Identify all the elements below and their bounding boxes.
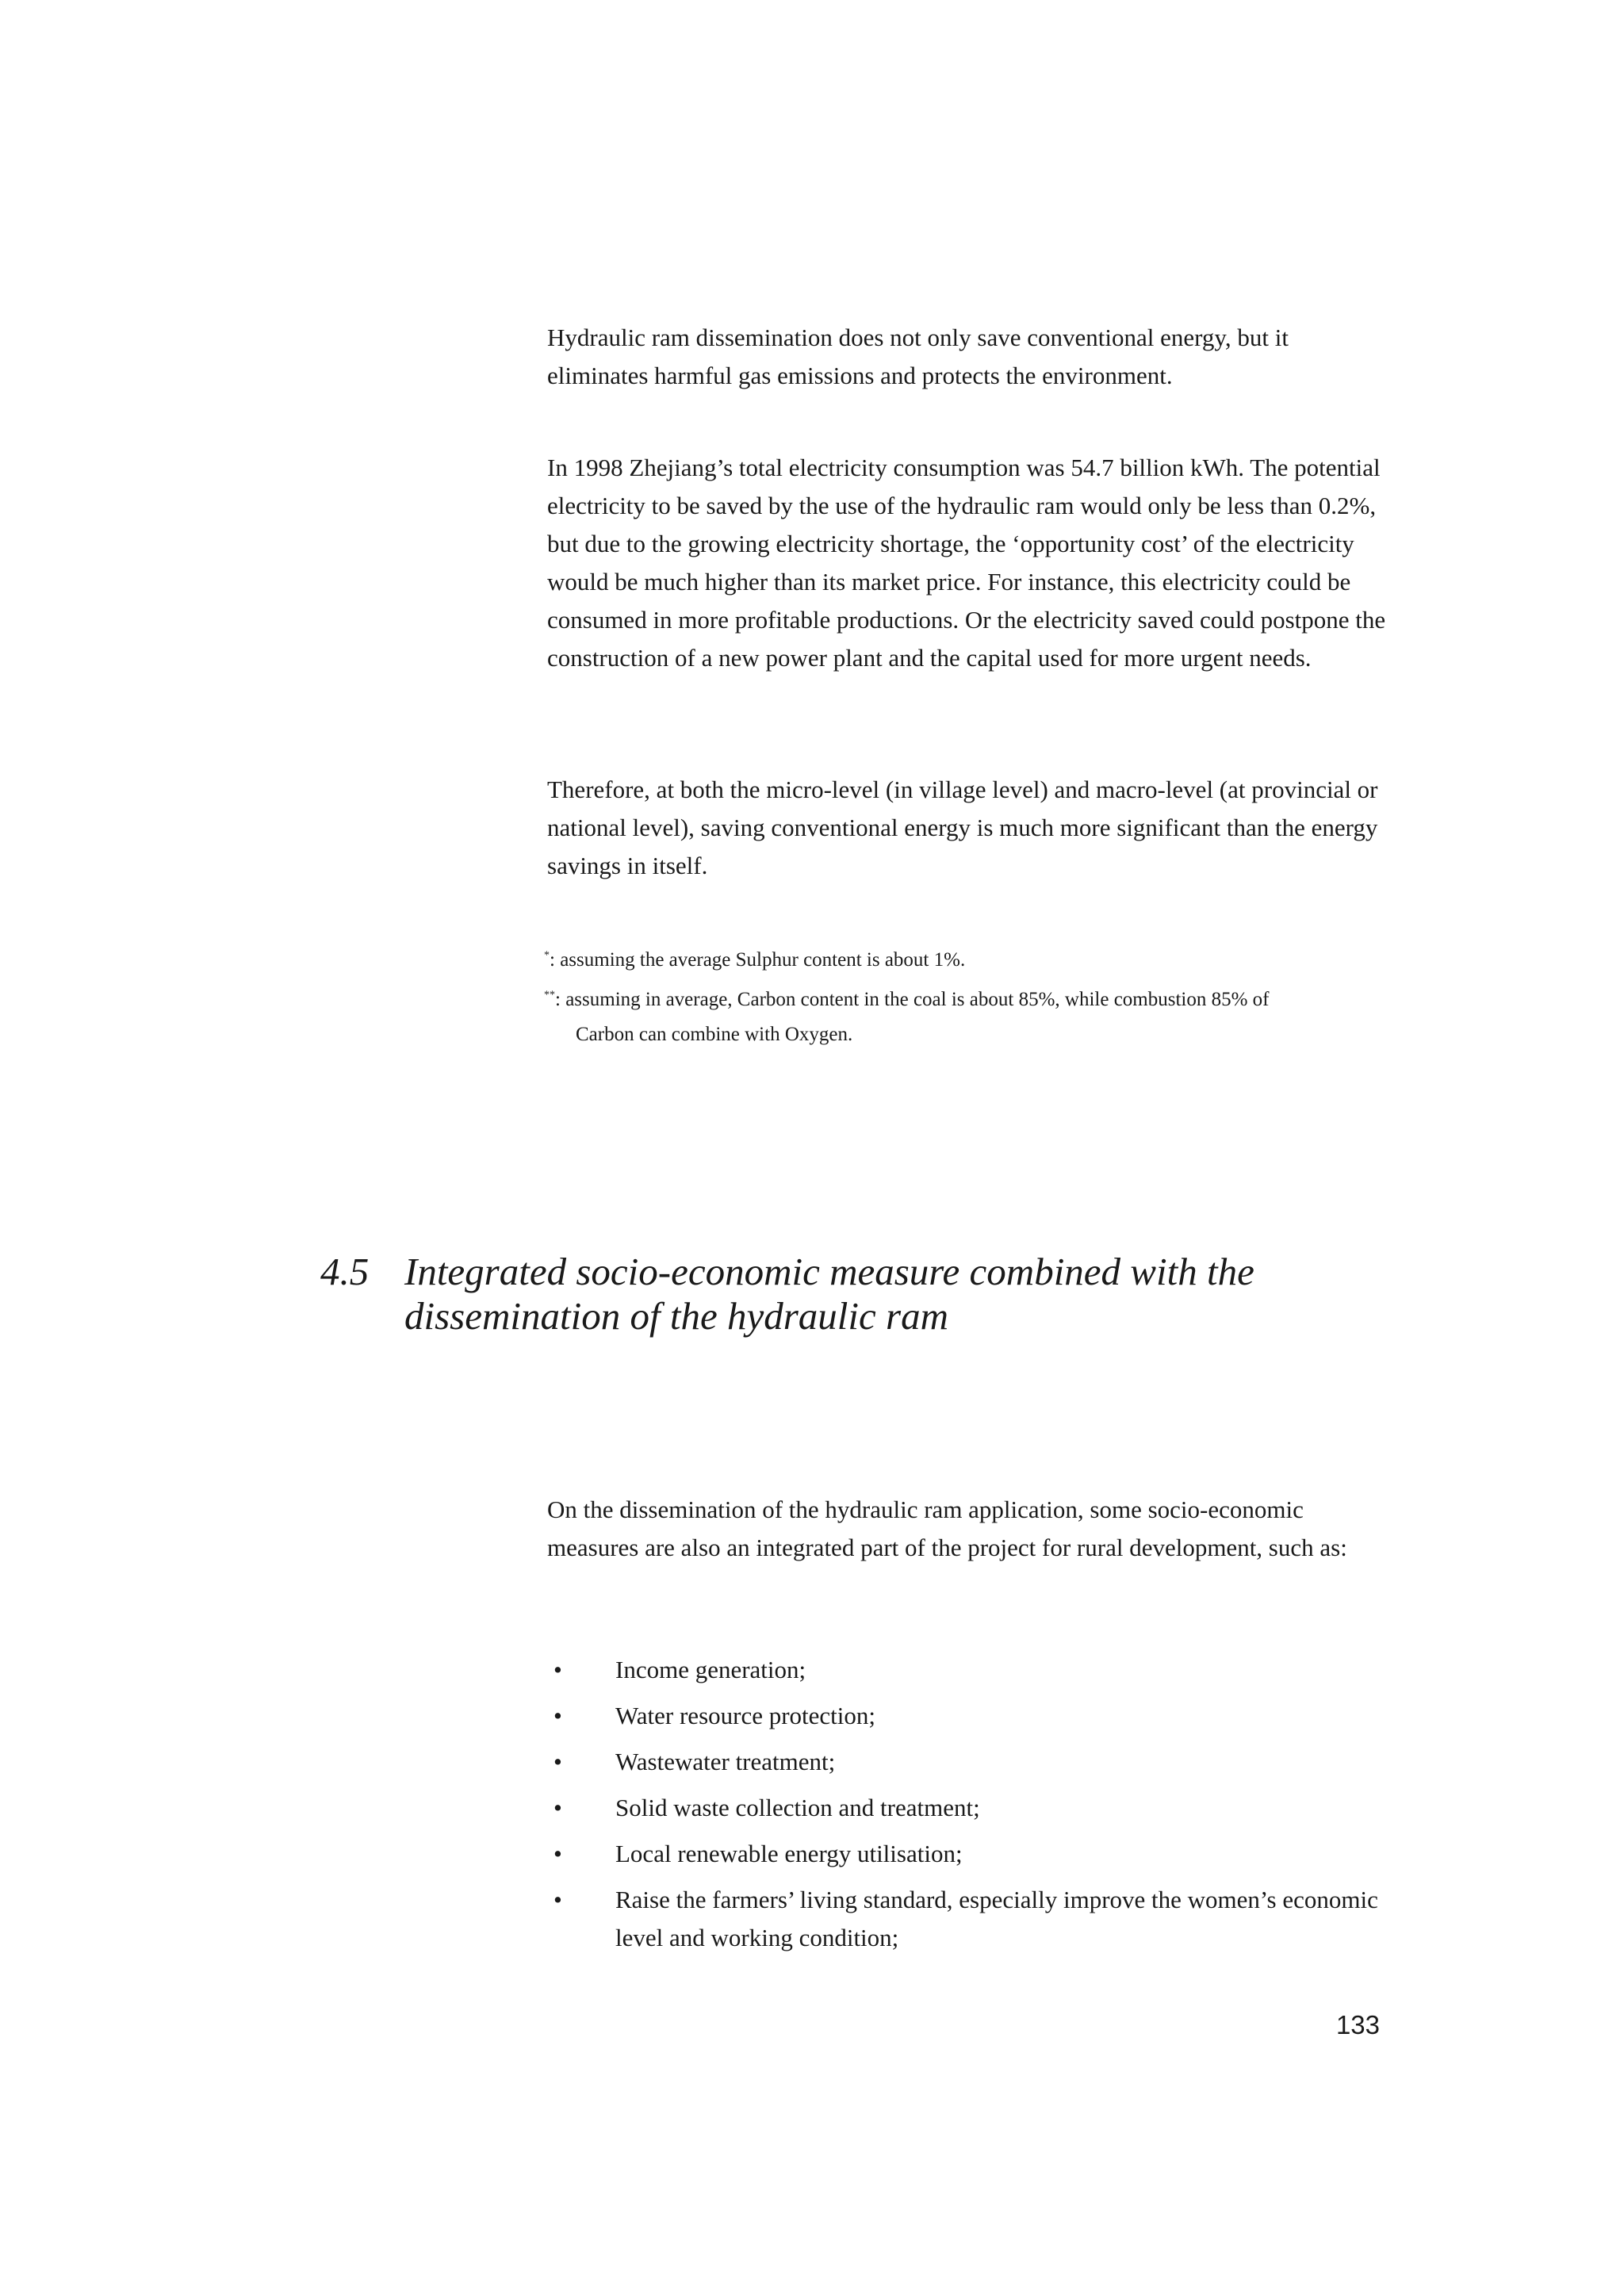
list-item-text: Wastewater treatment;: [615, 1748, 836, 1775]
section-title: Integrated socio-economic measure combined with the dissemination of the hydraulic ram: [404, 1250, 1254, 1338]
list-item: [547, 1743, 1388, 1781]
list-item: [547, 1789, 1388, 1827]
paragraph-emissions: Hydraulic ram dissemination does not only save conventional energy, but it eliminates harmful gas emissions and protects the environment.: [547, 324, 1289, 389]
section-heading: [320, 1250, 1431, 1338]
paragraph-intro: On the dissemination of the hydraulic ram application, some socio-economic measures are also an integrated part of the project for rural development, such as:: [547, 1496, 1347, 1561]
list-item-text: Solid waste collection and treatment;: [615, 1794, 980, 1821]
footnote-carbon: [544, 982, 1385, 1052]
list-item-text: Raise the farmers’ living standard, especially improve the women’s economic level and working condition;: [615, 1886, 1378, 1951]
bullet-icon: •: [553, 1748, 562, 1775]
footnote-text: : assuming in average, Carbon content in the coal is about 85%, while combustion 85% of: [555, 989, 1270, 1010]
list-item: [547, 1881, 1388, 1957]
list-item-text: Income generation;: [615, 1656, 806, 1683]
footnotes: [544, 943, 1385, 1057]
bullet-icon: •: [553, 1794, 562, 1821]
list-item-text: Local renewable energy utilisation;: [615, 1840, 963, 1867]
list-item-text: Water resource protection;: [615, 1702, 876, 1729]
list-item: [547, 1651, 1388, 1689]
paragraph-electricity-consumption: In 1998 Zhejiang’s total electricity consumption was 54.7 billion kWh. The potential electricity to be saved by the use of the hydraulic ram would only be less than 0.2%, but due to the growing electricity shortage, the ‘opportunity cost’ of the electricity would be much higher than its market price. For instance, this electricity could be consumed in more profitable productions. Or the electricity saved could postpone the construction of a new power plant and the capital used for more urgent needs.: [547, 454, 1386, 672]
section-number: 4.5: [320, 1250, 370, 1293]
footnote-mark: **: [544, 989, 555, 1001]
list-item: [547, 1697, 1388, 1735]
measures-list: [547, 1651, 1388, 1965]
list-item: [547, 1835, 1388, 1873]
page-number: 133: [1335, 2010, 1380, 2039]
footnote-continuation: Carbon can combine with Oxygen.: [576, 1024, 853, 1045]
footnote-sulphur: [544, 943, 1385, 978]
bullet-icon: •: [553, 1656, 562, 1683]
footnote-mark: *: [544, 949, 550, 962]
bullet-icon: •: [553, 1702, 562, 1729]
bullet-icon: •: [553, 1840, 562, 1867]
bullet-icon: •: [553, 1886, 562, 1913]
paragraph-conventional-energy: Therefore, at both the micro-level (in village level) and macro-level (at provincial or national level), saving conventional energy is much more significant than the energy savings in itself.: [547, 776, 1378, 879]
footnote-text: : assuming the average Sulphur content is about 1%.: [550, 949, 966, 971]
